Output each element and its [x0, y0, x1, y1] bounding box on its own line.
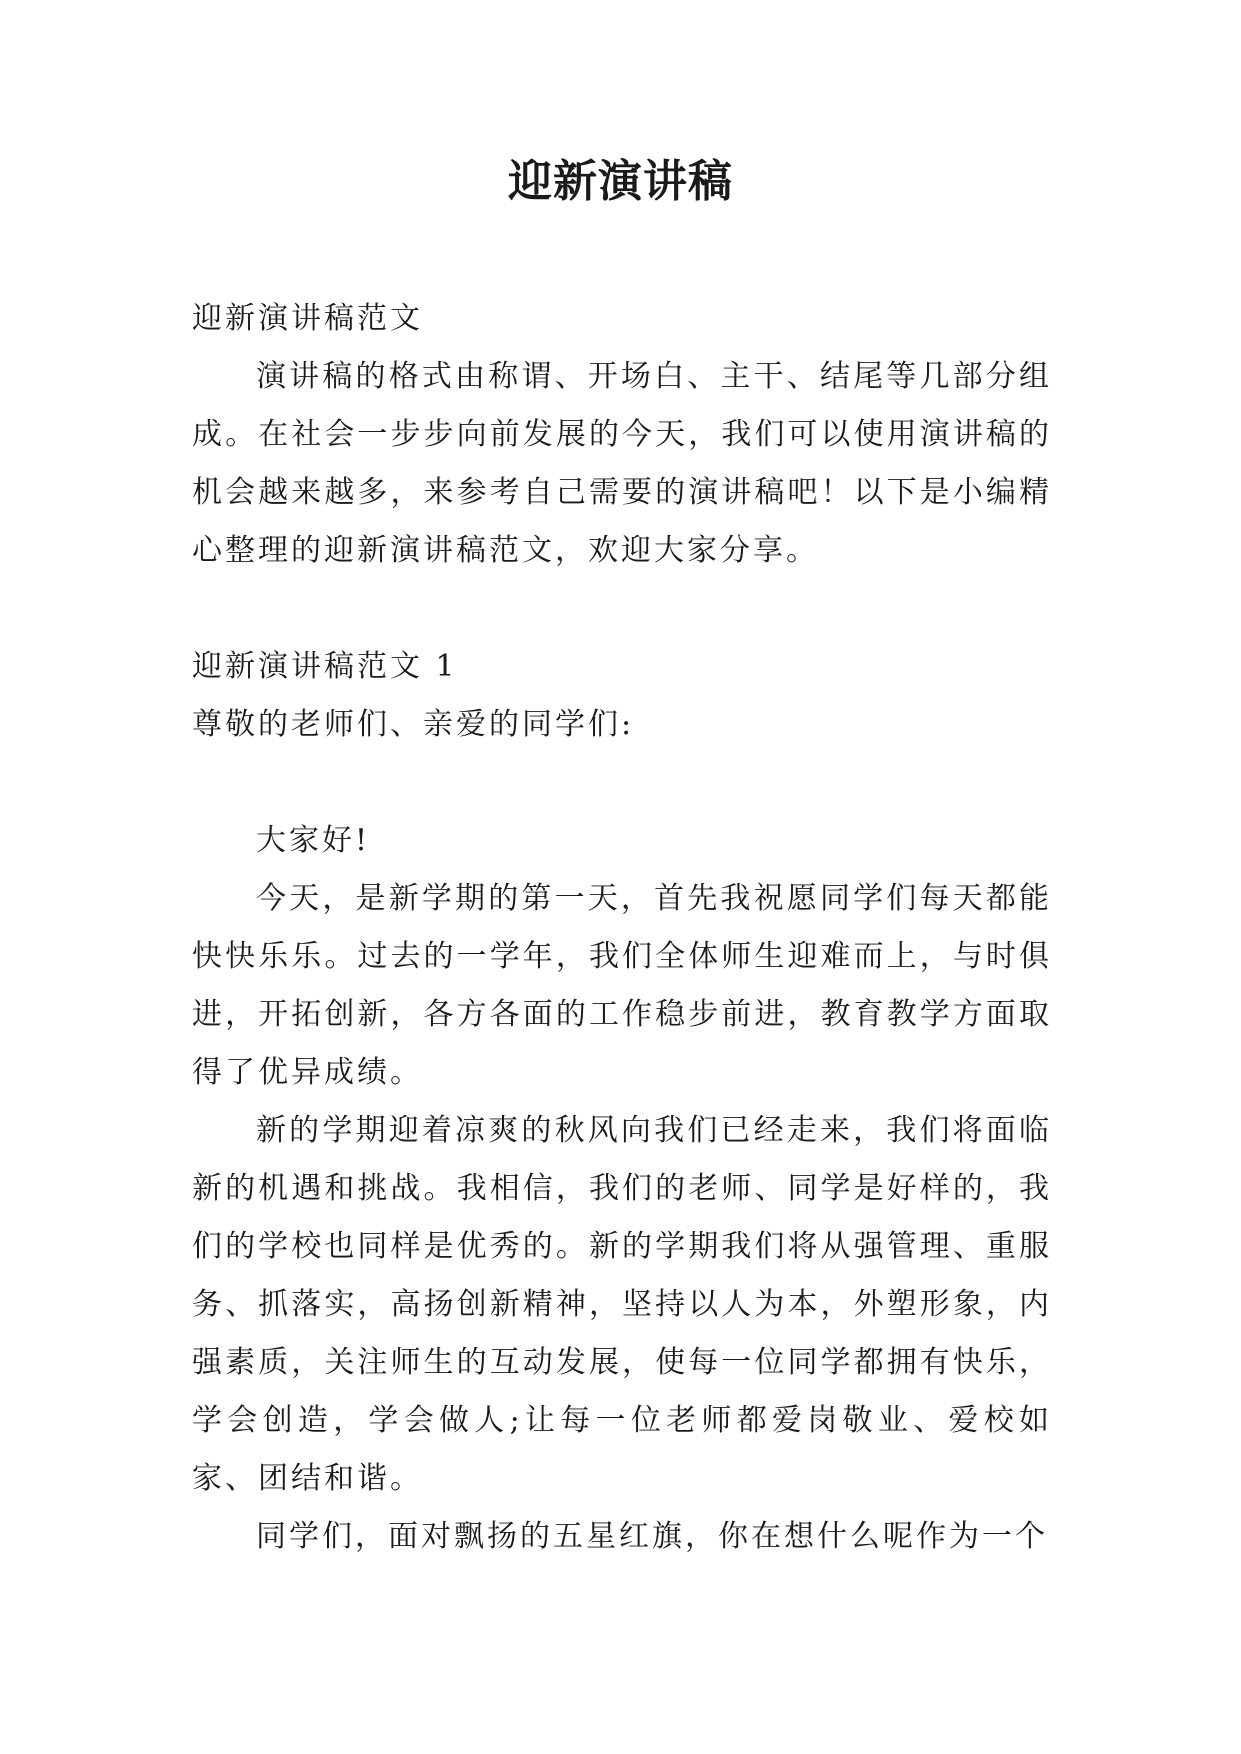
body-paragraph: 同学们，面对飘扬的五星红旗，你在想什么呢作为一个	[256, 1519, 1048, 1554]
subtitle: 迎新演讲稿范文	[192, 301, 423, 336]
spacer	[192, 754, 1052, 812]
salutation: 尊敬的老师们、亲爱的同学们:	[192, 707, 635, 742]
document-title: 迎新演讲稿	[508, 156, 733, 207]
document-body	[192, 290, 1052, 1566]
spacer	[192, 580, 1052, 638]
body-paragraph: 新的学期迎着凉爽的秋风向我们已经走来，我们将面临新的机遇和挑战。我相信，我们的老师、同学是好样的，我们的学校也同样是优秀的。新的学期我们将从强管理、重服务、抓落实，高扬创新精神，坚持以人为本，外塑形象，内强素质，关注师生的互动发展，使每一位同学都拥有快乐，学会创造，学会做人;让每一位老师都爱岗敬业、爱校如家、团结和谐。	[192, 1113, 1052, 1496]
body-paragraph: 今天，是新学期的第一天，首先我祝愿同学们每天都能快快乐乐。过去的一学年，我们全体师生迎难而上，与时俱进，开拓创新，各方各面的工作稳步前进，教育教学方面取得了优异成绩。	[192, 881, 1052, 1090]
section-heading: 迎新演讲稿范文 1	[192, 649, 458, 684]
intro-paragraph: 演讲稿的格式由称谓、开场白、主干、结尾等几部分组成。在社会一步步向前发展的今天，我们可以使用演讲稿的机会越来越多，来参考自己需要的演讲稿吧！以下是小编精心整理的迎新演讲稿范文，欢迎大家分享。	[192, 359, 1052, 568]
greeting: 大家好!	[256, 823, 371, 858]
